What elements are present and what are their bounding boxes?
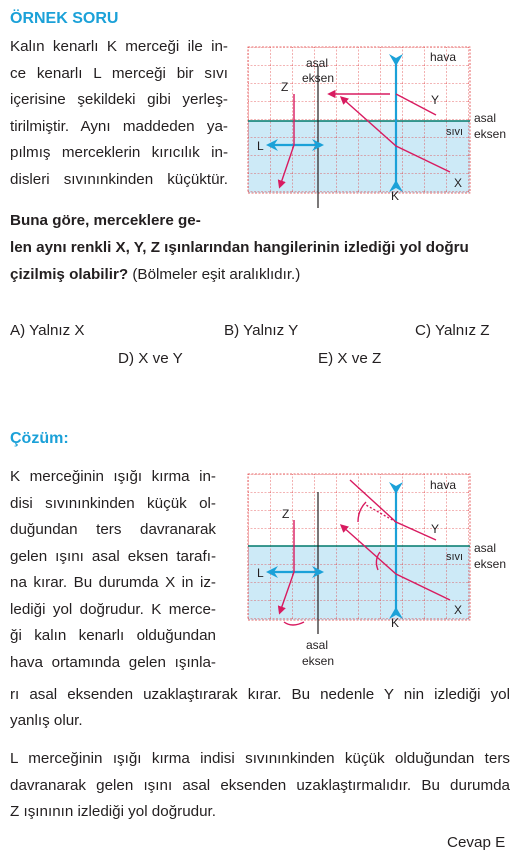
grid: [248, 474, 470, 620]
prompt-note: (Bölmeler eşit aralıklıdır.): [128, 266, 301, 283]
solution-text-narrow: [10, 464, 216, 676]
axis-label-right-2: eksen: [474, 557, 507, 571]
option-b[interactable]: B) Yalnız Y: [224, 322, 299, 339]
question-line: ce kenarlı L merceği bir sıvı: [10, 64, 228, 82]
prompt-line-2: len aynı renkli X, Y, Z ışınlarından hangilerinin izlediği yol doğru: [10, 239, 469, 256]
solution-full-line-1: rı asal eksenden uzaklaştırarak kırar. Bu nedenle Y nin izlediği yol: [10, 686, 510, 703]
question-line: içerisine şekildeki gibi yerleş-: [10, 91, 228, 108]
question-line: tirilmiştir. Aynı maddeden ya-: [10, 117, 228, 135]
solution-paragraph-2: [10, 746, 510, 826]
liquid-label: sıvı: [446, 551, 464, 563]
solution-line: ği kalın kenarlı olduğundan: [10, 627, 216, 644]
lens-l-label: L: [257, 139, 264, 153]
solution-full-line-2: yanlış olur.: [10, 712, 83, 729]
option-d[interactable]: D) X ve Y: [118, 350, 183, 367]
option-a[interactable]: A) Yalnız X: [10, 322, 85, 339]
solution-line: duğundan ters davranarak: [10, 521, 216, 538]
lens-diagram-question: [236, 38, 516, 213]
prompt-question: çizilmiş olabilir?: [10, 266, 129, 283]
solution-line: Z ışınının izlediği yol doğrudur.: [10, 803, 216, 820]
axis-label-right-2: eksen: [474, 127, 507, 141]
axis-label-right-1: asal: [474, 541, 497, 555]
solution-line: K merceğinin ışığı kırma in-: [10, 468, 216, 485]
option-e[interactable]: E) X ve Z: [318, 350, 382, 367]
axis-label-1: asal: [306, 638, 329, 652]
axis-label-2: eksen: [302, 71, 335, 85]
air-label: hava: [430, 478, 457, 492]
solution-line: na kırar. Bu durumda X in iz-: [10, 574, 216, 591]
solution-line: gelen ışını asal eksen tarafı-: [10, 547, 216, 565]
curve-arrow-z: [284, 622, 304, 625]
lens-l-label: L: [257, 566, 264, 580]
solution-line: davranarak gelen ışını asal eksenden uzaklaştırmalıdır. Bu durumda: [10, 776, 510, 794]
prompt-line-3: [10, 262, 300, 289]
ray-x-label: X: [454, 176, 463, 190]
axis-label-right-1: asal: [474, 111, 497, 125]
question-text: [10, 34, 228, 193]
liquid-label: sıvı: [446, 126, 464, 138]
ray-x-label: X: [454, 603, 463, 617]
solution-line: lediği yol doğrudur. K merce-: [10, 600, 216, 618]
question-line: pılmış merceklerin kırıcılık in-: [10, 144, 228, 161]
air-label: hava: [430, 50, 457, 64]
solution-line: hava ortamında gelen ışınla-: [10, 653, 216, 671]
example-title: ÖRNEK SORU: [10, 10, 119, 27]
solution-line: disi sıvınınkinden küçük ol-: [10, 494, 216, 512]
question-line: disleri sıvınınkinden küçüktür.: [10, 170, 228, 188]
lens-diagram-solution: [236, 465, 516, 675]
ray-z-label: Z: [281, 80, 289, 94]
lens-k-label: K: [391, 616, 400, 630]
ray-y-label: Y: [431, 522, 440, 536]
question-line: Kalın kenarlı K merceği ile in-: [10, 38, 228, 55]
option-c[interactable]: C) Yalnız Z: [415, 322, 490, 339]
answer: Cevap E: [447, 834, 506, 851]
solution-title: Çözüm:: [10, 430, 69, 447]
ray-y-label: Y: [431, 93, 440, 107]
ray-z-label: Z: [282, 507, 290, 521]
grid: [248, 47, 470, 193]
lens-k-label: K: [391, 189, 400, 203]
axis-label-1: asal: [306, 56, 329, 70]
solution-line: L merceğinin ışığı kırma indisi sıvınınkinden küçük olduğundan ters: [10, 750, 510, 767]
prompt-line-1: Buna göre, merceklere ge-: [10, 212, 201, 229]
axis-label-2: eksen: [302, 654, 335, 668]
